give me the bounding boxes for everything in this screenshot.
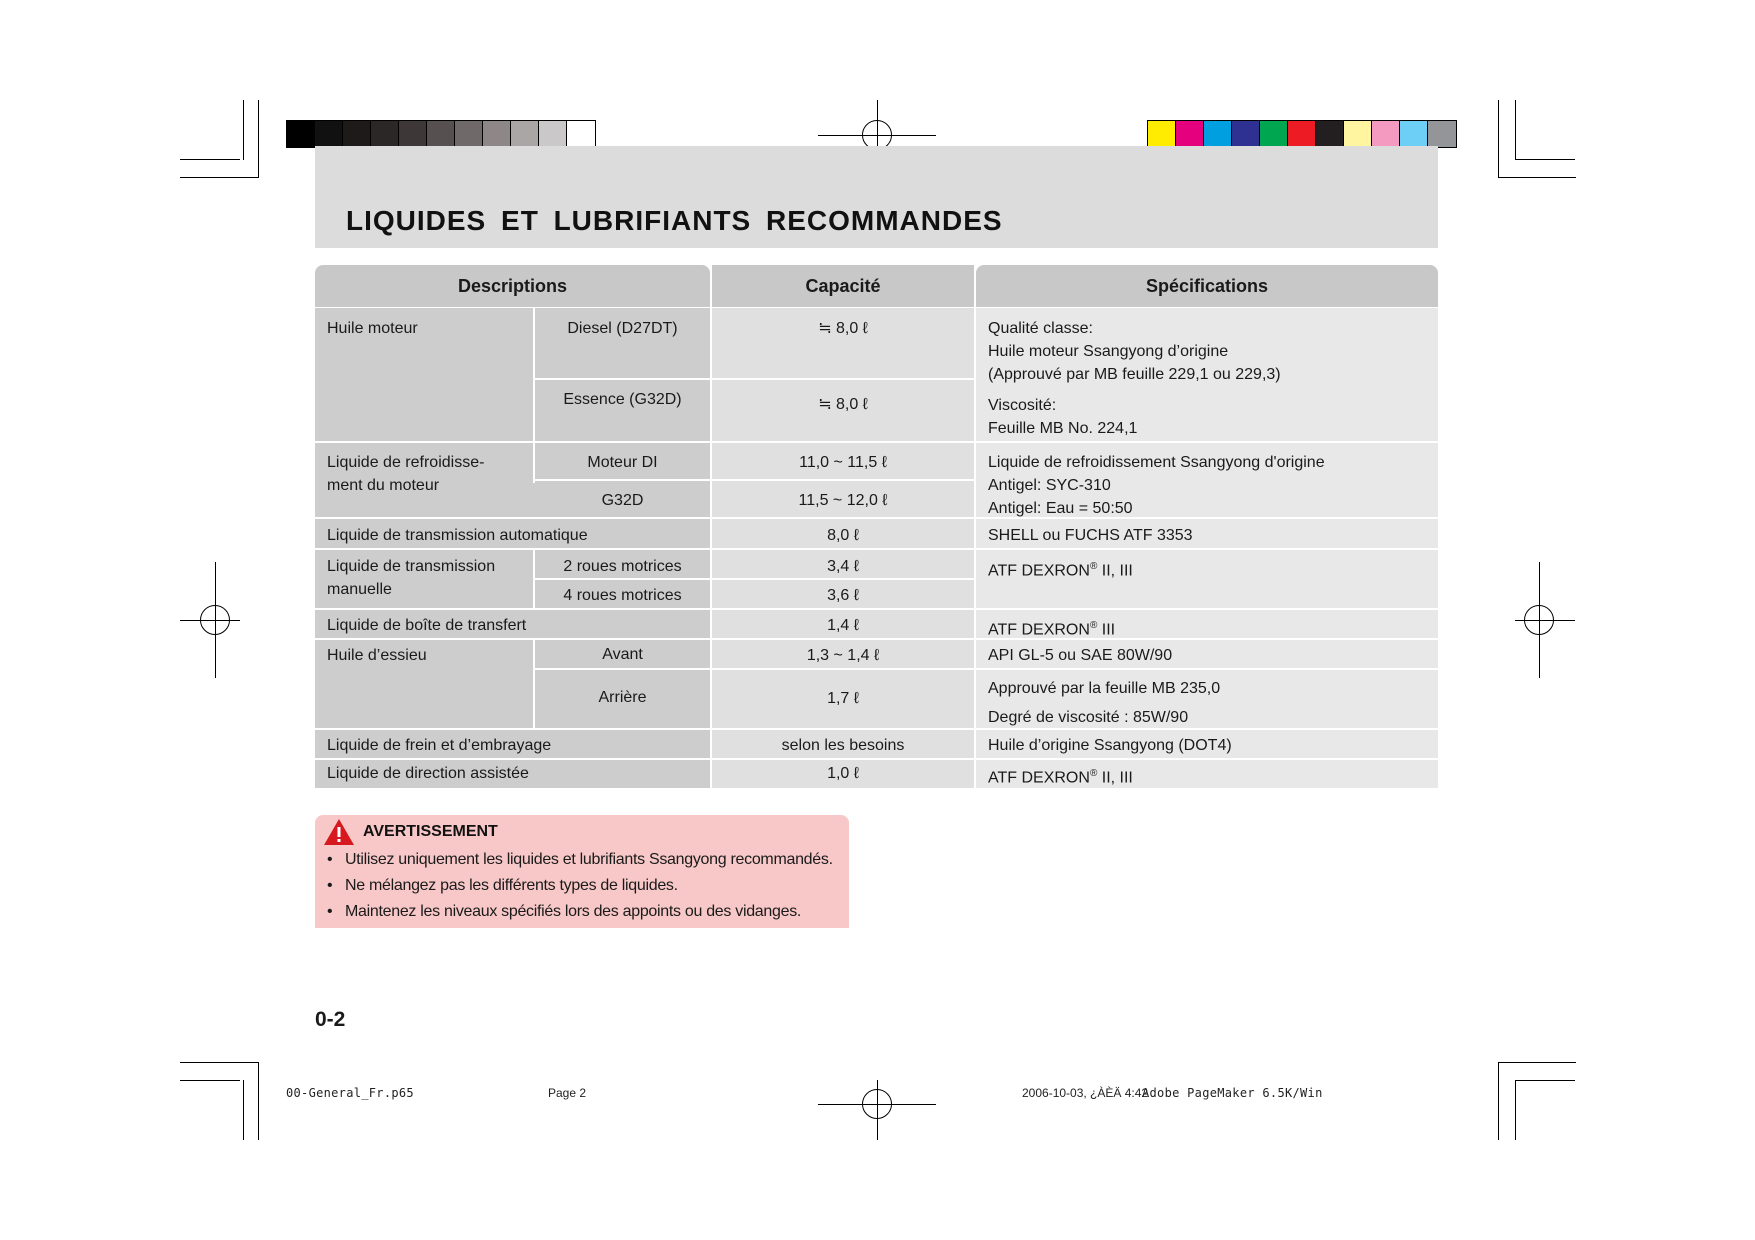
color-swatch (1344, 121, 1372, 147)
row-direction-spec (976, 759, 1438, 798)
page-title: LIQUIDES ET LUBRIFIANTS RECOMMANDES (346, 205, 1003, 236)
spec-line: Antigel: SYC-310 (988, 477, 1111, 494)
row-trans-man-2rm-cap: 3,4 ℓ (827, 558, 859, 575)
color-swatch (1232, 121, 1260, 147)
row-essieu-arriere-cap: 1,7 ℓ (827, 690, 859, 707)
spec-line: Viscosité: (988, 397, 1057, 414)
row-trans-auto-spec: SHELL ou FUCHS ATF 3353 (988, 527, 1193, 544)
spec-line: (Approuvé par MB feuille 229,1 ou 229,3) (988, 366, 1281, 383)
row-boite-transfert-label: Liquide de boîte de transfert (327, 617, 527, 634)
color-swatch (1400, 121, 1428, 147)
spec-line: Degré de viscosité : 85W/90 (988, 709, 1189, 726)
color-swatch (315, 121, 343, 147)
row-trans-man-2rm: 2 roues motrices (563, 558, 682, 575)
color-swatch (343, 121, 371, 147)
color-swatch (1204, 121, 1232, 147)
fluids-table (315, 265, 1438, 788)
spec-line: Approuvé par la feuille MB 235,0 (988, 680, 1221, 697)
spec-line: Feuille MB No. 224,1 (988, 420, 1138, 437)
color-swatch (1148, 121, 1176, 147)
row-frein-label: Liquide de frein et d’embrayage (327, 737, 552, 754)
color-swatch (1176, 121, 1204, 147)
row-essieu-label: Huile d’essieu (327, 647, 427, 664)
row-boite-transfert-cap: 1,4 ℓ (827, 617, 859, 634)
row-huile-moteur-label: Huile moteur (327, 320, 418, 337)
grayscale-color-bar (286, 120, 596, 148)
page-number: 0-2 (315, 1008, 346, 1031)
label-line: Liquide de refroidisse- (327, 454, 485, 471)
spec-line: Qualité classe: (988, 320, 1093, 337)
header-descriptions: Descriptions (315, 265, 710, 307)
row-huile-moteur-spec-b (976, 385, 1438, 449)
row-essieu-arriere: Arrière (598, 689, 647, 706)
color-swatch (1316, 121, 1344, 147)
spec-line: Huile moteur Ssangyong d’origine (988, 343, 1229, 360)
row-refroidissement-g32d: G32D (601, 492, 644, 509)
footer-file: 00-General_Fr.p65 (286, 1086, 414, 1100)
spec-text: ATF DEXRON (988, 769, 1090, 787)
color-swatch (427, 121, 455, 147)
row-huile-moteur-essence-cap: ≒ 8,0 ℓ (818, 396, 868, 413)
row-refroidissement-di: Moteur DI (587, 454, 658, 471)
row-refroidissement-label (315, 442, 533, 506)
row-huile-moteur-diesel-cap: ≒ 8,0 ℓ (818, 320, 868, 337)
registered-mark: ® (1089, 768, 1098, 779)
footer-date: 2006-10-03, ¿ÀÈÄ 4:42 (1022, 1086, 1149, 1100)
warning-item: • Ne mélangez pas les différents types de liquides. (315, 873, 849, 899)
warning-title: AVERTISSEMENT (363, 823, 498, 840)
warning-list (315, 847, 849, 925)
warning-box (315, 815, 849, 928)
color-swatch (455, 121, 483, 147)
row-huile-moteur-spec-a (976, 308, 1438, 395)
color-swatch (287, 121, 315, 147)
row-trans-man-spec (976, 549, 1438, 591)
row-trans-auto-label: Liquide de transmission automatique (327, 527, 588, 544)
color-swatch (567, 121, 595, 147)
warning-item: • Utilisez uniquement les liquides et lubrifiants Ssangyong recommandés. (315, 847, 849, 873)
row-essieu-avant-spec: API GL-5 ou SAE 80W/90 (988, 647, 1173, 664)
row-refroidissement-spec (976, 442, 1438, 529)
footer-app: Adobe PageMaker 6.5K/Win (1142, 1086, 1323, 1100)
header-capacite: Capacité (712, 265, 974, 307)
row-frein-cap: selon les besoins (781, 737, 905, 754)
row-direction-cap: 1,0 ℓ (827, 765, 859, 782)
warning-item: • Maintenez les niveaux spécifiés lors des appoints ou des vidanges. (315, 899, 849, 925)
row-trans-auto-cap: 8,0 ℓ (827, 527, 859, 544)
row-huile-moteur-essence: Essence (G32D) (563, 391, 682, 408)
spec-text: II, III (1097, 769, 1133, 787)
registered-mark: ® (1089, 561, 1098, 572)
header-specifications: Spécifications (976, 265, 1438, 307)
process-color-bar (1147, 120, 1457, 148)
row-huile-moteur-diesel: Diesel (D27DT) (567, 320, 678, 337)
registered-mark: ® (1089, 620, 1098, 631)
row-frein-spec: Huile d’origine Ssangyong (DOT4) (988, 737, 1232, 754)
row-refroidissement-g32d-cap: 11,5 ~ 12,0 ℓ (798, 492, 888, 509)
spec-text: ATF DEXRON (988, 562, 1090, 580)
row-trans-man-4rm: 4 roues motrices (563, 587, 682, 604)
row-essieu-avant-cap: 1,3 ~ 1,4 ℓ (806, 647, 880, 664)
color-swatch (1288, 121, 1316, 147)
row-trans-man-label (315, 549, 533, 610)
color-swatch (399, 121, 427, 147)
row-direction-label: Liquide de direction assistée (327, 765, 529, 782)
row-refroidissement-di-cap: 11,0 ~ 11,5 ℓ (799, 454, 887, 471)
color-swatch (1372, 121, 1400, 147)
spec-text: II, III (1097, 562, 1133, 580)
color-swatch (483, 121, 511, 147)
color-swatch (1260, 121, 1288, 147)
color-swatch (371, 121, 399, 147)
color-swatch (511, 121, 539, 147)
row-essieu-avant: Avant (602, 646, 643, 663)
color-swatch (539, 121, 567, 147)
spec-line: Antigel: Eau = 50:50 (988, 500, 1133, 517)
spec-text: ATF DEXRON (988, 621, 1090, 639)
spec-text: III (1097, 621, 1116, 639)
color-swatch (1428, 121, 1456, 147)
spec-line: Liquide de refroidissement Ssangyong d'origine (988, 454, 1325, 471)
label-line: Liquide de transmission (327, 558, 496, 575)
row-trans-man-4rm-cap: 3,6 ℓ (827, 587, 859, 604)
footer-page: Page 2 (548, 1086, 587, 1100)
label-line: manuelle (327, 581, 392, 598)
warning-triangle-icon (322, 817, 356, 847)
label-line: ment du moteur (327, 477, 440, 494)
